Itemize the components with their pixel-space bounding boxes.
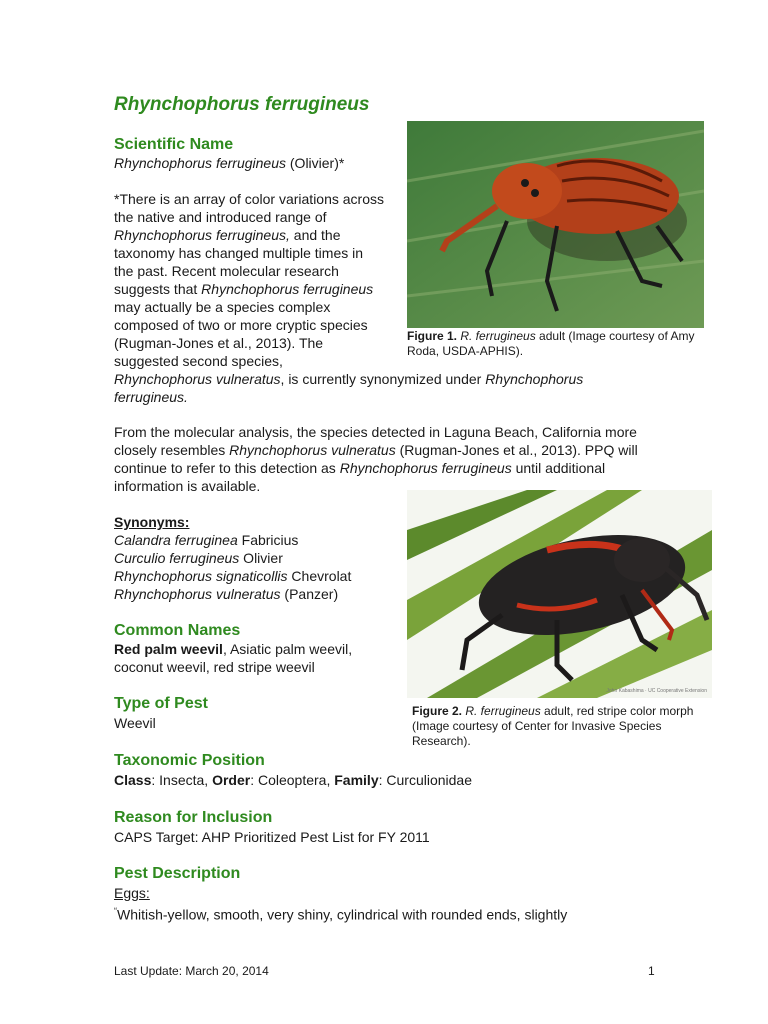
molecular-text-1: From the molecular analysis, the species detected in Laguna Beach, California more closely resembles <box>114 424 637 458</box>
taxonomic-position-heading: Taxonomic Position <box>114 752 265 769</box>
figure-1-species: R. ferrugineus <box>457 329 536 343</box>
scientific-name-italic: Rhynchophorus ferrugineus <box>114 155 286 171</box>
figure-1-caption <box>407 329 697 359</box>
synonym-list <box>114 531 384 603</box>
figure-1-label: Figure 1. <box>407 329 458 343</box>
eggs-description <box>114 902 674 924</box>
list-item <box>114 531 384 549</box>
eggs-text: Whitish-yellow, smooth, very shiny, cylindrical with rounded ends, slightly <box>117 906 568 923</box>
page-title: Rhynchophorus ferrugineus <box>114 94 370 115</box>
synonym-name: Rhynchophorus vulneratus <box>114 586 281 602</box>
scientific-name-author: (Olivier)* <box>286 155 345 171</box>
synonym-name: Calandra ferruginea <box>114 532 238 548</box>
class-value: : Insecta, <box>151 772 213 788</box>
synonym-author: Olivier <box>239 550 283 566</box>
molecular-text-3: until additional information is available. <box>114 460 606 494</box>
figure-2-label: Figure 2. <box>412 704 463 718</box>
eggs-subheading: Eggs: <box>114 885 150 901</box>
red-palm-weevil-image <box>407 121 704 328</box>
family-label: Family <box>334 772 379 788</box>
synonym-name: Rhynchophorus signaticollis <box>114 568 288 584</box>
figure-1-photo <box>407 121 704 328</box>
figure-2-caption <box>412 704 712 749</box>
quote-mark: “ <box>114 906 117 916</box>
note-text-3: may actually be a species complex composed of two or more cryptic species (Rugman-Jones et al., 2013). The suggested second species, <box>114 299 368 369</box>
scientific-name <box>114 154 384 172</box>
synonym-author: Fabricius <box>237 532 299 548</box>
page-number: 1 <box>648 964 655 978</box>
note-text-4: , is currently synonymized under <box>280 371 486 387</box>
note-italic-1: Rhynchophorus ferrugineus, <box>114 227 290 243</box>
molecular-italic-2: Rhynchophorus ferrugineus <box>339 460 512 476</box>
red-stripe-weevil-image <box>407 490 712 698</box>
order-value: : Coleoptera, <box>250 772 335 788</box>
note-italic-2: Rhynchophorus ferrugineus <box>201 281 374 297</box>
figure-2-species: R. ferrugineus <box>462 704 541 718</box>
photo-credit: John Kabashima · UC Cooperative Extension <box>606 688 707 694</box>
common-name-primary: Red palm weevil <box>114 641 223 657</box>
synonyms-heading <box>114 513 189 531</box>
list-item <box>114 549 384 567</box>
note-text-1: *There is an array of color variations across the native and introduced range of <box>114 191 384 225</box>
class-label: Class <box>114 772 152 788</box>
common-names <box>114 640 384 676</box>
molecular-paragraph <box>114 423 664 495</box>
order-label: Order <box>212 772 251 788</box>
molecular-italic-1: Rhynchophorus vulneratus <box>229 442 396 458</box>
scientific-name-heading: Scientific Name <box>114 136 234 153</box>
footer-last-update: Last Update: March 20, 2014 <box>114 964 269 978</box>
synonym-author: Chevrolat <box>287 568 352 584</box>
common-names-rest: , Asiatic palm weevil, coconut weevil, red stripe weevil <box>114 641 353 675</box>
type-of-pest-value: Weevil <box>114 715 156 731</box>
common-names-heading: Common Names <box>114 622 241 639</box>
figure-2-caption-text: adult, red stripe color morph (Image courtesy of Center for Invasive Species Research). <box>412 704 694 748</box>
list-item <box>114 567 384 585</box>
taxonomy-note <box>114 190 386 370</box>
figure-2-photo <box>407 490 712 698</box>
note-italic-4: Rhynchophorus ferrugineus. <box>114 371 584 405</box>
list-item <box>114 585 384 603</box>
reason-value: CAPS Target: AHP Prioritized Pest List for FY 2011 <box>114 829 430 845</box>
synonyms-heading-text: Synonyms: <box>114 514 190 530</box>
taxonomic-position <box>114 771 674 789</box>
note-text-2: and the taxonomy has changed multiple times in the past. Recent molecular research suggests that <box>114 227 364 297</box>
family-value: : Curculionidae <box>378 772 472 788</box>
note-italic-3: Rhynchophorus vulneratus <box>114 371 281 387</box>
taxonomy-note-continued <box>114 370 644 406</box>
type-of-pest-heading: Type of Pest <box>114 695 208 712</box>
pest-description-heading: Pest Description <box>114 865 241 882</box>
synonym-author: (Panzer) <box>280 586 339 602</box>
figure-1-caption-text: adult (Image courtesy of Amy Roda, USDA-APHIS). <box>407 329 695 358</box>
synonym-name: Curculio ferrugineus <box>114 550 240 566</box>
reason-heading: Reason for Inclusion <box>114 809 273 826</box>
molecular-text-2: (Rugman-Jones et al., 2013). PPQ will continue to refer to this detection as <box>114 442 638 476</box>
